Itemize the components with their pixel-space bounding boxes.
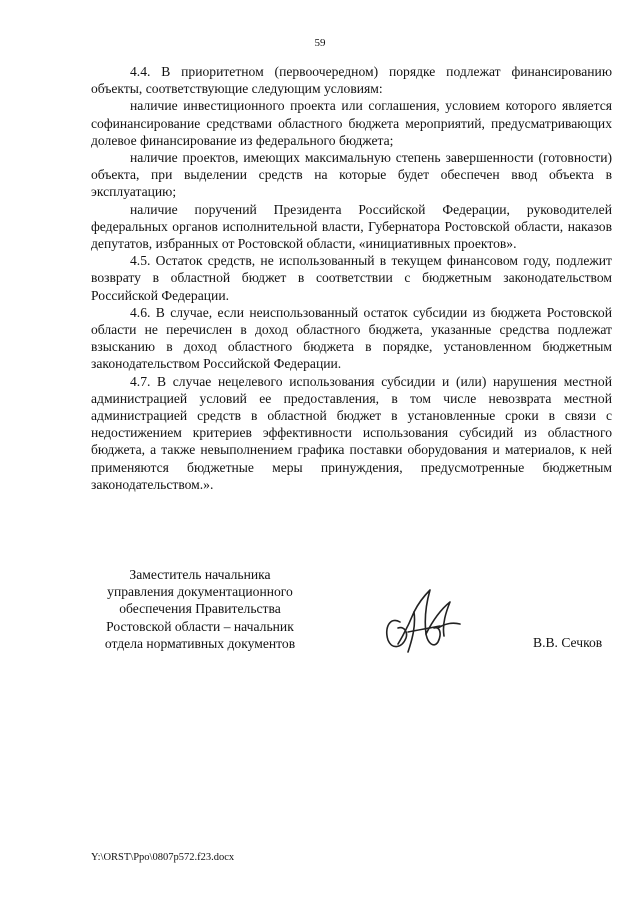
signatory-title-line: обеспечения Правительства: [119, 601, 281, 617]
page-number: 59: [314, 37, 326, 49]
signatory-title-line: отдела нормативных документов: [104, 635, 296, 651]
paragraph-4-7: 4.7. В случае нецелевого использования субсидии и (или) нарушения местной администрацией условий ее предоставления, в том числе невозврата местной администрацией средств в областной бюджет в установленные сроки в связи с недостижением критериев эффективности использования субсидий из областного бюджета, а также невыполнением графика поставки оборудования и материалов, к ней применяются бюджетные меры принуждения, предусмотренные бюджетным законодательством.».: [91, 373, 612, 492]
signatory-title-line: управления документационного: [107, 584, 293, 600]
paragraph-4-4: 4.4. В приоритетном (первоочередном) порядке подлежат финансированию объекты, соответствующие следующим условиям:: [91, 64, 612, 97]
signatory-title: [100, 566, 300, 652]
paragraph-condition-instructions: наличие поручений Президента Российской Федерации, руководителей федеральных органов исполнительной власти, Губернатора Ростовской области, наказов депутатов, избранных от Ростовской области, «инициативных проектов».: [91, 201, 612, 252]
document-body: [91, 63, 612, 493]
paragraph-condition-completion: наличие проектов, имеющих максимальную степень завершенности (готовности) объекта, при выделении средств на которые будет обеспечен ввод объекта в эксплуатацию;: [91, 150, 612, 200]
paragraph-4-5: 4.5. Остаток средств, не использованный в текущем финансовом году, подлежит возврату в областной бюджет в соответствии с бюджетным законодательством Российской Федерации.: [91, 253, 612, 303]
file-path: Y:\ORST\Ppo\0807p572.f23.docx: [91, 852, 235, 863]
signatory-title-line: Заместитель начальника: [129, 567, 271, 582]
signatory-title-line: Ростовской области – начальник: [106, 618, 294, 634]
paragraph-condition-investment: наличие инвестиционного проекта или соглашения, условием которого является софинансирование средствами областного бюджета мероприятий, предусматривающих долевое финансирование из федерального бюджета;: [91, 98, 612, 148]
handwritten-signature: [378, 582, 468, 660]
paragraph-4-6: 4.6. В случае, если неиспользованный остаток субсидии из бюджета Ростовской области не перечислен в доход областного бюджета, указанные средства подлежат взысканию в доход областного бюджета в порядке, установленном бюджетным законодательством Российской Федерации.: [91, 304, 612, 372]
signatory-name: В.В. Сечков: [533, 635, 603, 650]
